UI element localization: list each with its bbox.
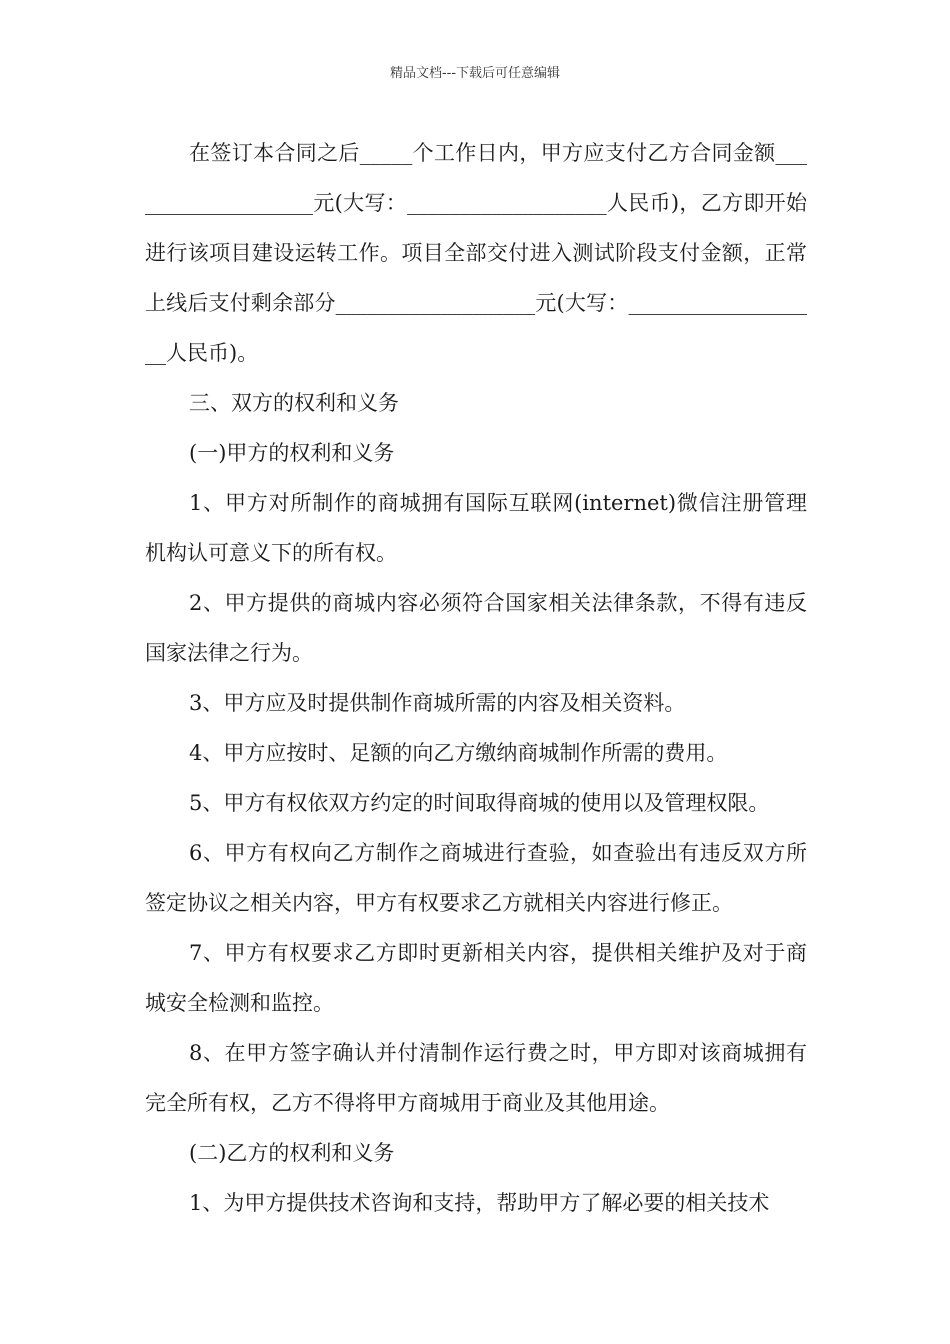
party-a-clause-3: 3、甲方应及时提供制作商城所需的内容及相关资料。 <box>189 691 686 715</box>
party-a-clause-6: 6、甲方有权向乙方制作之商城进行查验，如查验出有违反双方所签定协议之相关内容，甲方有权要求乙方就相关内容进行修正。 <box>145 841 807 915</box>
page-header: 精品文档---下载后可任意编辑 <box>389 66 561 81</box>
section-heading-rights: 三、双方的权利和义务 <box>189 391 399 415</box>
party-a-clause-4: 4、甲方应按时、足额的向乙方缴纳商城制作所需的费用。 <box>189 741 728 765</box>
document-body <box>145 128 807 1228</box>
party-b-clause-1: 1、为甲方提供技术咨询和支持，帮助甲方了解必要的相关技术 <box>189 1191 770 1215</box>
subsection-heading-party-a: (一)甲方的权利和义务 <box>189 441 395 465</box>
party-a-clause-8: 8、在甲方签字确认并付清制作运行费之时，甲方即对该商城拥有完全所有权，乙方不得将甲方商城用于商业及其他用途。 <box>145 1041 807 1115</box>
party-a-clause-7: 7、甲方有权要求乙方即时更新相关内容，提供相关维护及对于商城安全检测和监控。 <box>145 941 807 1015</box>
party-a-clause-1: 1、甲方对所制作的商城拥有国际互联网(internet)微信注册管理机构认可意义下的所有权。 <box>145 491 807 565</box>
party-a-clause-5: 5、甲方有权依双方约定的时间取得商城的使用以及管理权限。 <box>189 791 770 815</box>
payment-paragraph: 在签订本合同之后_____个工作日内，甲方应支付乙方合同金额___________________元(大写：___________________人民币)，乙方即开始进行该项目建设运转工作。项目全部交付进入测试阶段支付金额，正常上线后支付剩余部分___________________元(大写：___________________人民币)。 <box>145 141 807 365</box>
party-a-clause-2: 2、甲方提供的商城内容必须符合国家相关法律条款，不得有违反国家法律之行为。 <box>145 591 807 665</box>
subsection-heading-party-b: (二)乙方的权利和义务 <box>189 1141 395 1165</box>
